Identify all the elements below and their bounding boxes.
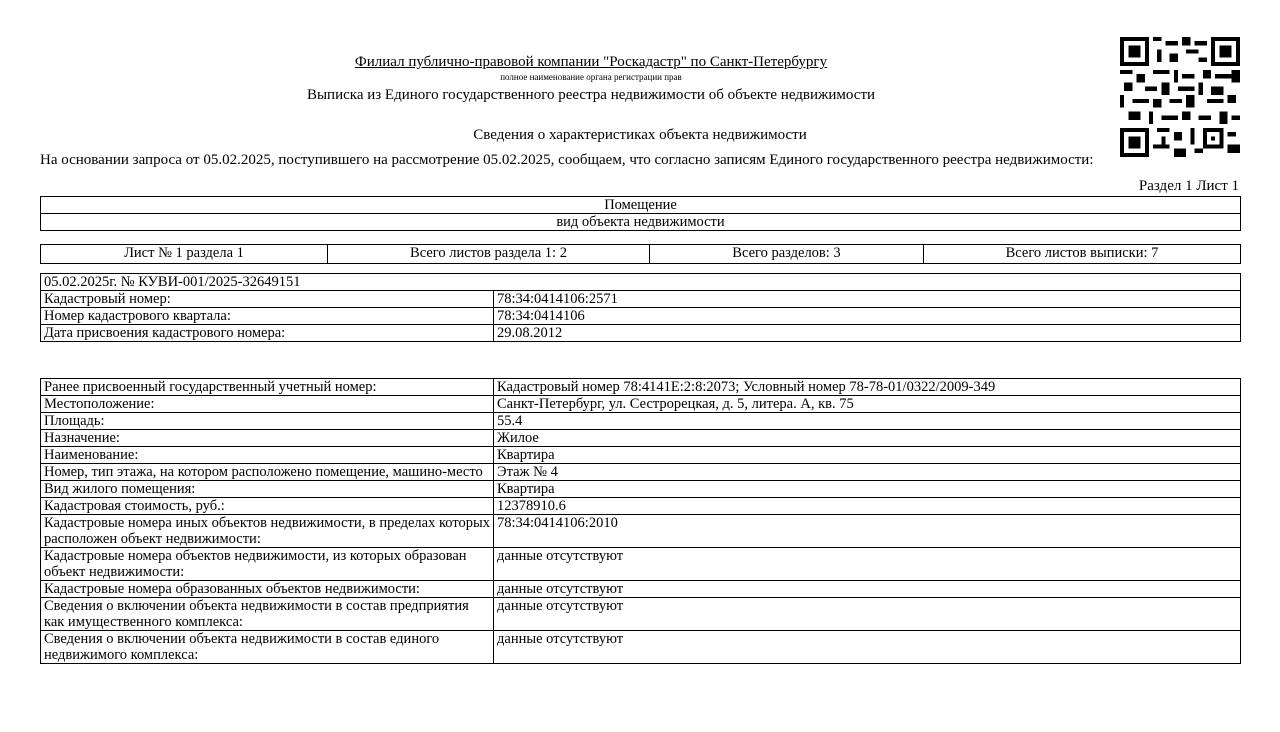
table-row xyxy=(41,396,1241,413)
object-type-table xyxy=(40,196,1241,231)
row-value: Жилое xyxy=(494,430,1241,447)
sheet-number: Лист № 1 раздела 1 xyxy=(41,245,328,264)
table-row xyxy=(41,379,1241,396)
row-label: Площадь: xyxy=(41,413,494,430)
row-label: Номер кадастрового квартала: xyxy=(41,308,494,325)
table-row xyxy=(41,515,1241,548)
row-value: Санкт-Петербург, ул. Сестрорецкая, д. 5, литера. А, кв. 75 xyxy=(494,396,1241,413)
request-reference: 05.02.2025г. № КУВИ-001/2025-32649151 xyxy=(41,274,1241,291)
section-sheets-total: Всего листов раздела 1: 2 xyxy=(328,245,650,264)
sheet-info-table xyxy=(40,244,1241,264)
table-row xyxy=(41,430,1241,447)
row-value: данные отсутствуют xyxy=(494,581,1241,598)
row-value: 78:34:0414106:2010 xyxy=(494,515,1241,548)
row-label: Наименование: xyxy=(41,447,494,464)
row-value: 29.08.2012 xyxy=(494,325,1241,342)
issuer-name: Филиал публично-правовой компании "Роскадастр" по Санкт-Петербургу xyxy=(354,54,828,70)
table-row xyxy=(41,498,1241,515)
row-value: данные отсутствуют xyxy=(494,598,1241,631)
table-row xyxy=(41,413,1241,430)
extract-sheets-total: Всего листов выписки: 7 xyxy=(924,245,1241,264)
row-label: Кадастровые номера объектов недвижимости, из которых образован объект недвижимости: xyxy=(41,548,494,581)
row-value: 78:34:0414106 xyxy=(494,308,1241,325)
row-label: Номер, тип этажа, на котором расположено помещение, машино-место xyxy=(41,464,494,481)
table-row xyxy=(41,598,1241,631)
table-row xyxy=(41,631,1241,664)
characteristics-table xyxy=(40,378,1241,664)
row-value: 12378910.6 xyxy=(494,498,1241,515)
row-value: Кадастровый номер 78:4141Е:2:8:2073; Условный номер 78-78-01/0322/2009-349 xyxy=(494,379,1241,396)
row-label: Кадастровый номер: xyxy=(41,291,494,308)
row-value: данные отсутствуют xyxy=(494,631,1241,664)
row-label: Сведения о включении объекта недвижимости в состав единого недвижимого комплекса: xyxy=(41,631,494,664)
section-sheet-reference: Раздел 1 Лист 1 xyxy=(1138,178,1239,194)
table-row xyxy=(41,464,1241,481)
row-label: Кадастровая стоимость, руб.: xyxy=(41,498,494,515)
object-type-caption: вид объекта недвижимости xyxy=(41,214,1241,231)
row-label: Вид жилого помещения: xyxy=(41,481,494,498)
table-row xyxy=(41,581,1241,598)
row-label: Кадастровые номера иных объектов недвижимости, в пределах которых расположен объект недвижимости: xyxy=(41,515,494,548)
row-label: Сведения о включении объекта недвижимости в состав предприятия как имущественного комплекса: xyxy=(41,598,494,631)
row-value: данные отсутствуют xyxy=(494,548,1241,581)
table-row xyxy=(41,481,1241,498)
document-title: Выписка из Единого государственного реестра недвижимости об объекте недвижимости xyxy=(306,87,876,103)
row-value: Этаж № 4 xyxy=(494,464,1241,481)
row-label: Кадастровые номера образованных объектов недвижимости: xyxy=(41,581,494,598)
identification-table xyxy=(40,273,1241,342)
row-value: Квартира xyxy=(494,481,1241,498)
row-value: 55.4 xyxy=(494,413,1241,430)
sections-total: Всего разделов: 3 xyxy=(650,245,924,264)
row-label: Дата присвоения кадастрового номера: xyxy=(41,325,494,342)
table-row xyxy=(41,548,1241,581)
row-label: Местоположение: xyxy=(41,396,494,413)
object-type-value: Помещение xyxy=(41,197,1241,214)
request-basis-text: На основании запроса от 05.02.2025, поступившего на рассмотрение 05.02.2025, сообщаем, что согласно записям Единого государственного реестра недвижимости: xyxy=(40,152,1094,168)
table-row xyxy=(41,291,1241,308)
issuer-caption: полное наименование органа регистрации прав xyxy=(500,72,682,82)
row-value: Квартира xyxy=(494,447,1241,464)
table-row xyxy=(41,325,1241,342)
table-row xyxy=(41,447,1241,464)
row-label: Назначение: xyxy=(41,430,494,447)
qr-code-icon xyxy=(1120,37,1240,157)
row-value: 78:34:0414106:2571 xyxy=(494,291,1241,308)
row-label: Ранее присвоенный государственный учетный номер: xyxy=(41,379,494,396)
section-title: Сведения о характеристиках объекта недвижимости xyxy=(473,127,807,143)
table-row xyxy=(41,308,1241,325)
